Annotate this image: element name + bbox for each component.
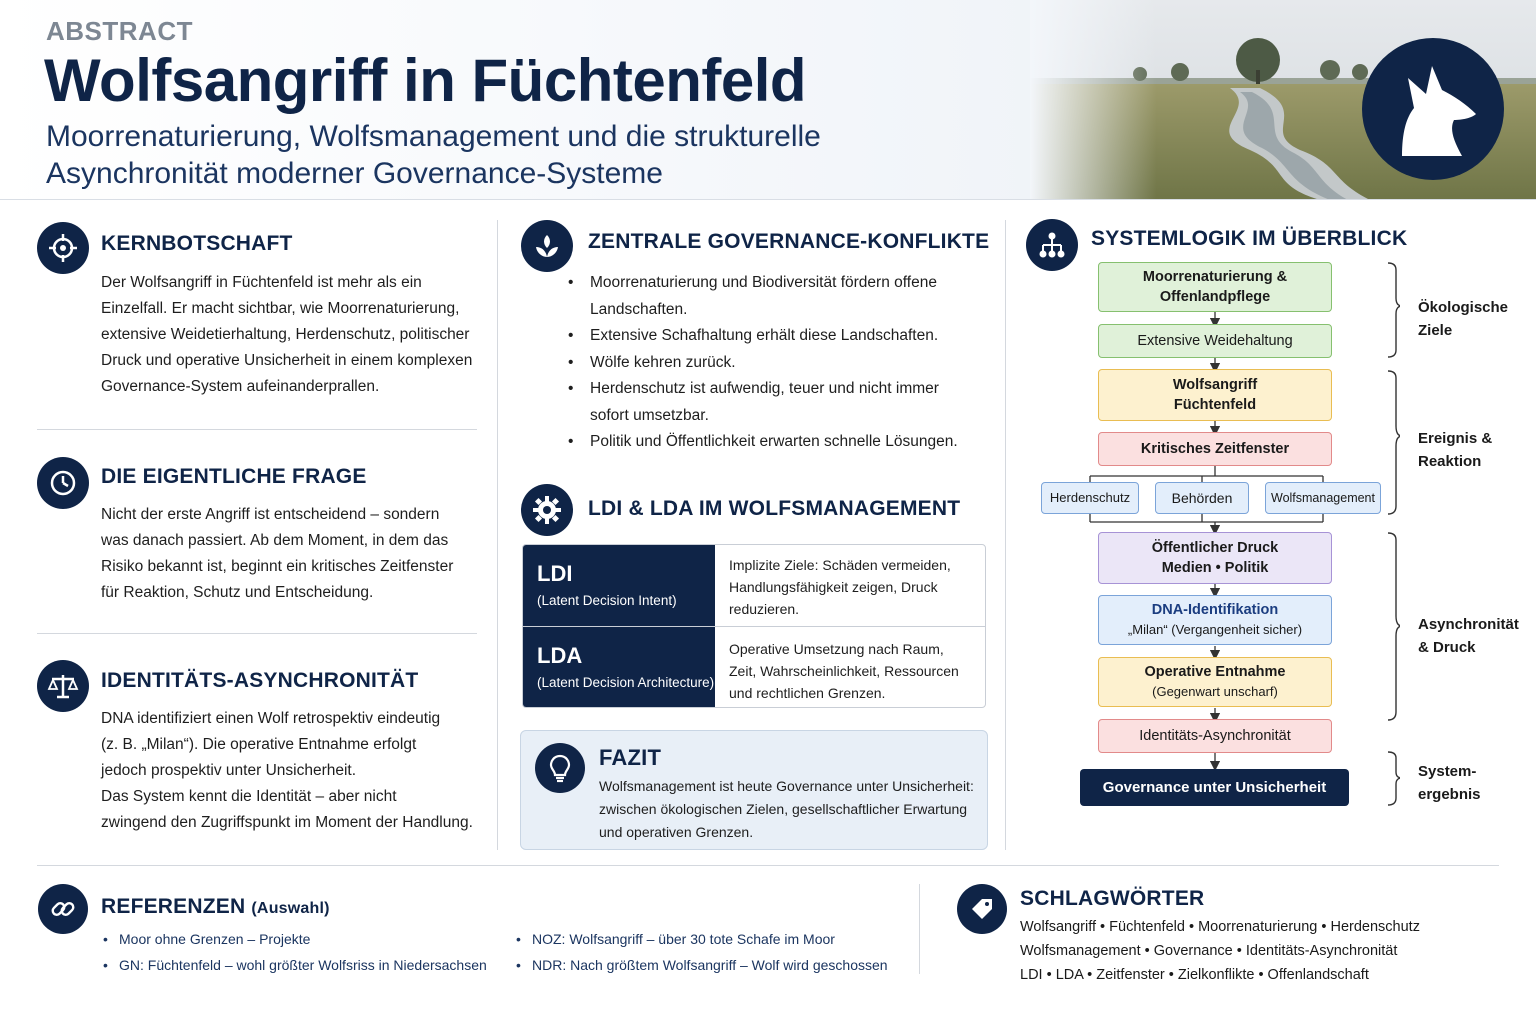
frage-line: was danach passiert. Ab dem Moment, in dem das xyxy=(101,532,449,549)
reference-link[interactable]: • GN: Füchtenfeld – wohl größter Wolfsriss in Niedersachsen xyxy=(101,952,487,978)
identitaet-line: Das System kennt die Identität – aber nicht xyxy=(101,788,397,805)
flow-branch-herdenschutz: Herdenschutz xyxy=(1041,482,1139,514)
frage-title: DIE EIGENTLICHE FRAGE xyxy=(101,465,367,488)
lda-abbr: LDA xyxy=(537,643,583,668)
abstract-label: ABSTRACT xyxy=(46,16,193,46)
clock-icon xyxy=(37,457,89,509)
bracket-label-oekologische-ziele: Ökologische Ziele xyxy=(1418,299,1509,339)
lda-cell xyxy=(523,627,715,708)
schlagwoerter-title: SCHLAGWÖRTER xyxy=(1020,887,1205,910)
frage-line: Nicht der erste Angriff ist entscheidend – sondern xyxy=(101,506,440,523)
list-item: • Politik und Öffentlichkeit erwarten schnelle Lösungen. xyxy=(562,429,992,456)
subtitle-line-1: Moorrenaturierung, Wolfsmanagement und die strukturelle xyxy=(46,120,821,153)
lightbulb-icon xyxy=(535,743,585,793)
flow-box-wolfsangriff: Wolfsangriff Füchtenfeld xyxy=(1098,369,1332,421)
identitaet-line: zwingend den Zugriffspunkt im Moment der Handlung. xyxy=(101,814,473,831)
column-divider xyxy=(1005,220,1006,850)
kernbotschaft-line: Druck und operative Unsicherheit in einem komplexen xyxy=(101,352,473,369)
list-item: • Wölfe kehren zurück. xyxy=(562,350,992,377)
frage-line: Risiko bekannt ist, beginnt ein kritisches Zeitfenster xyxy=(101,558,454,575)
flow-box-weidehaltung: Extensive Weidehaltung xyxy=(1098,324,1332,358)
scales-icon xyxy=(37,660,89,712)
keywords-line: Wolfsangriff • Füchtenfeld • Moorrenaturierung • Herdenschutz xyxy=(1020,919,1420,935)
konflikte-list xyxy=(562,270,992,456)
target-icon xyxy=(37,222,89,274)
bracket-label-systemergebnis: System- ergebnis xyxy=(1418,763,1481,803)
lda-long: (Latent Decision Architecture) xyxy=(537,675,715,690)
table-row xyxy=(523,545,986,627)
subtitle-line-2: Asynchronität moderner Governance-Systeme xyxy=(46,157,663,190)
link-icon xyxy=(38,884,88,934)
bottom-column-divider xyxy=(919,884,920,974)
wolf-logo xyxy=(1362,38,1504,180)
bottom-divider xyxy=(37,865,1499,866)
kernbotschaft-text xyxy=(101,270,491,400)
list-item: • Moorrenaturierung und Biodiversität fördern offene Landschaften. xyxy=(562,270,992,323)
ldi-label: Implizite Ziele: xyxy=(729,557,819,573)
kernbotschaft-line: Governance-System aufeinanderprallen. xyxy=(101,378,380,395)
flow-box-moorrenaturierung: Moorrenaturierung & Offenlandpflege xyxy=(1098,262,1332,312)
fazit-title: FAZIT xyxy=(599,745,662,770)
flow-box-oeffentlicher-druck: Öffentlicher Druck Medien • Politik xyxy=(1098,532,1332,584)
list-item: • Extensive Schafhaltung erhält diese Landschaften. xyxy=(562,323,992,350)
reference-link[interactable]: • NOZ: Wolfsangriff – über 30 tote Schafe im Moor xyxy=(514,926,888,952)
flow-branch-behoerden: Behörden xyxy=(1155,482,1249,514)
referenzen-list-left xyxy=(101,926,487,978)
bracket-label-ereignis: Ereignis & Reaktion xyxy=(1418,430,1493,470)
kernbotschaft-title: KERNBOTSCHAFT xyxy=(101,232,293,255)
page-title: Wolfsangriff in Füchtenfeld xyxy=(44,47,807,114)
identitaet-text xyxy=(101,706,501,836)
referenzen-title: REFERENZEN (Auswahl) xyxy=(101,895,330,918)
flow-branch-wolfsmanagement: Wolfsmanagement xyxy=(1265,482,1381,514)
wolf-icon xyxy=(1362,38,1504,180)
table-row xyxy=(523,627,986,708)
identitaet-line: DNA identifiziert einen Wolf retrospektiv eindeutig xyxy=(101,710,441,727)
fazit-text: Wolfsmanagement ist heute Governance unter Unsicherheit: zwischen ökologischen Zielen, gesellschaftlicher Erwartung und operativen Grenzen. xyxy=(599,778,974,840)
flow-box-entnahme: Operative Entnahme (Gegenwart unscharf) xyxy=(1098,657,1332,707)
keywords-line: Wolfsmanagement • Governance • Identitäts-Asynchronität xyxy=(1020,943,1398,959)
page-subtitle xyxy=(46,118,946,192)
kernbotschaft-line: extensive Weidetierhaltung, Herdenschutz, politischer xyxy=(101,326,470,343)
ldi-lda-title: LDI & LDA IM WOLFSMANAGEMENT xyxy=(588,497,961,520)
divider xyxy=(37,429,477,430)
ldi-description: Implizite Ziele: Schäden vermeiden, Handlungsfähigkeit zeigen, Druck reduzieren. xyxy=(729,557,951,617)
frage-text xyxy=(101,502,491,606)
list-item: • Herdenschutz ist aufwendig, teuer und nicht immer sofort umsetzbar. xyxy=(562,376,992,429)
ldi-lda-table xyxy=(522,544,986,708)
systemlogik-title: SYSTEMLOGIK IM ÜBERBLICK xyxy=(1091,227,1408,250)
reference-link[interactable]: • Moor ohne Grenzen – Projekte xyxy=(101,926,487,952)
bracket-label-asynchronitaet: Asynchronität & Druck xyxy=(1418,616,1519,656)
kernbotschaft-line: Einzelfall. Er macht sichtbar, wie Moorrenaturierung, xyxy=(101,300,460,317)
reference-link[interactable]: • NDR: Nach größtem Wolfsangriff – Wolf wird geschossen xyxy=(514,952,888,978)
flow-box-zeitfenster: Kritisches Zeitfenster xyxy=(1098,432,1332,466)
flow-box-identitaets-asynchronitaet: Identitäts-Asynchronität xyxy=(1098,719,1332,753)
ldi-long: (Latent Decision Intent) xyxy=(537,593,677,608)
plant-icon xyxy=(521,220,573,272)
kernbotschaft-line: Der Wolfsangriff in Füchtenfeld ist mehr als ein xyxy=(101,274,422,291)
identitaet-line: jedoch prospektiv unter Unsicherheit. xyxy=(101,762,357,779)
identitaet-title: IDENTITÄTS-ASYNCHRONITÄT xyxy=(101,669,419,692)
tag-icon xyxy=(957,884,1007,934)
konflikte-title: ZENTRALE GOVERNANCE-KONFLIKTE xyxy=(588,230,990,253)
ldi-cell xyxy=(523,545,715,627)
gear-icon xyxy=(521,484,573,536)
flow-box-governance: Governance unter Unsicherheit xyxy=(1080,769,1349,806)
keywords-line: LDI • LDA • Zeitfenster • Zielkonflikte • Offenlandschaft xyxy=(1020,967,1369,983)
identitaet-line: (z. B. „Milan“). Die operative Entnahme erfolgt xyxy=(101,736,417,753)
lda-description: Operative Umsetzung nach Raum, Zeit, Wahrscheinlichkeit, Ressourcen und rechtlichen Grenzen. xyxy=(729,641,959,701)
referenzen-list-right xyxy=(514,926,888,978)
frage-line: für Reaktion, Schutz und Entscheidung. xyxy=(101,584,374,601)
fazit-box xyxy=(520,730,988,850)
divider xyxy=(37,633,477,634)
flow-box-dna: DNA-Identifikation „Milan“ (Vergangenheit sicher) xyxy=(1098,595,1332,645)
column-divider xyxy=(497,220,498,850)
header xyxy=(0,0,1536,200)
ldi-abbr: LDI xyxy=(537,561,573,586)
